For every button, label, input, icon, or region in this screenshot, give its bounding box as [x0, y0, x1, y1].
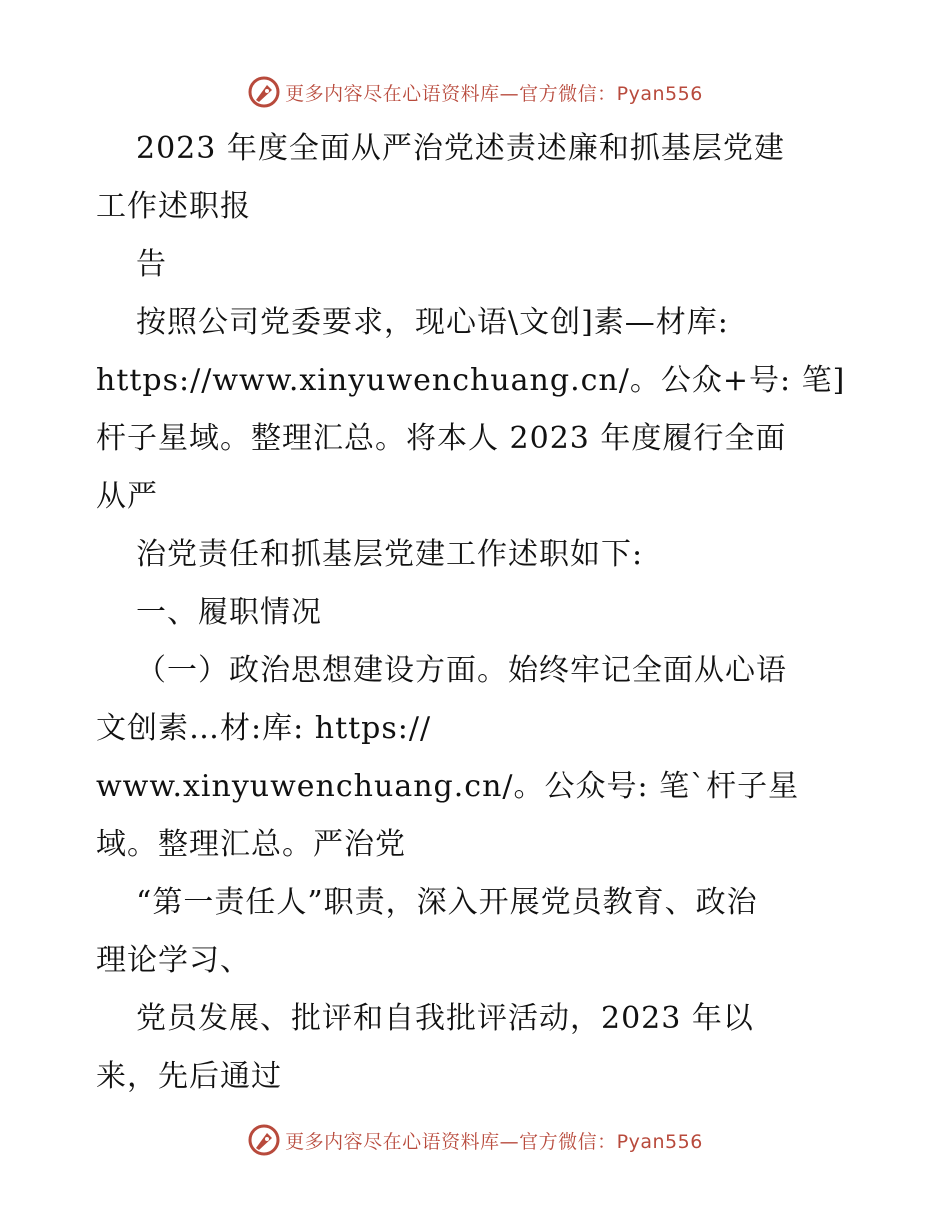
text-line: 治党责任和抓基层党建工作述职如下: — [136, 537, 644, 572]
text-line: 从严 — [96, 479, 158, 514]
text-line: 理论学习、 — [96, 943, 251, 978]
text-line: 来，先后通过 — [96, 1059, 282, 1094]
text-line: 杆子星域。整理汇总。将本人 2023 年度履行全面 — [96, 421, 787, 456]
text-line: 域。整理汇总。严治党 — [96, 827, 406, 862]
document-body — [96, 120, 866, 1106]
banner-text: 更多内容尽在心语资料库—官方微信：Pyan556 — [285, 82, 703, 105]
text-line: 文创素…材:库: https:// — [96, 711, 432, 746]
text-line: 党员发展、批评和自我批评活动，2023 年以 — [136, 1001, 754, 1036]
pen-nib-logo-icon — [247, 1123, 281, 1157]
text-line: “第一责任人”职责，深入开展党员教育、政治 — [136, 885, 758, 920]
text-line: 告 — [136, 247, 167, 282]
text-line: 工作述职报 — [96, 189, 251, 224]
text-line: www.xinyuwenchuang.cn/。公众号: 笔`杆子星 — [96, 769, 800, 804]
banner-text: 更多内容尽在心语资料库—官方微信：Pyan556 — [285, 1130, 703, 1153]
section-heading: 一、履职情况 — [136, 595, 322, 630]
text-line: （一）政治思想建设方面。始终牢记全面从心语 — [136, 653, 787, 688]
text-line: 2023 年度全面从严治党述责述廉和抓基层党建 — [136, 131, 785, 166]
footer-banner — [0, 1120, 950, 1160]
header-banner — [0, 72, 950, 112]
pen-nib-logo-icon — [247, 75, 281, 109]
text-line: https://www.xinyuwenchuang.cn/。公众+号: 笔] — [96, 363, 846, 398]
text-line: 按照公司党委要求，现心语\文创]素—材库: — [136, 305, 729, 340]
